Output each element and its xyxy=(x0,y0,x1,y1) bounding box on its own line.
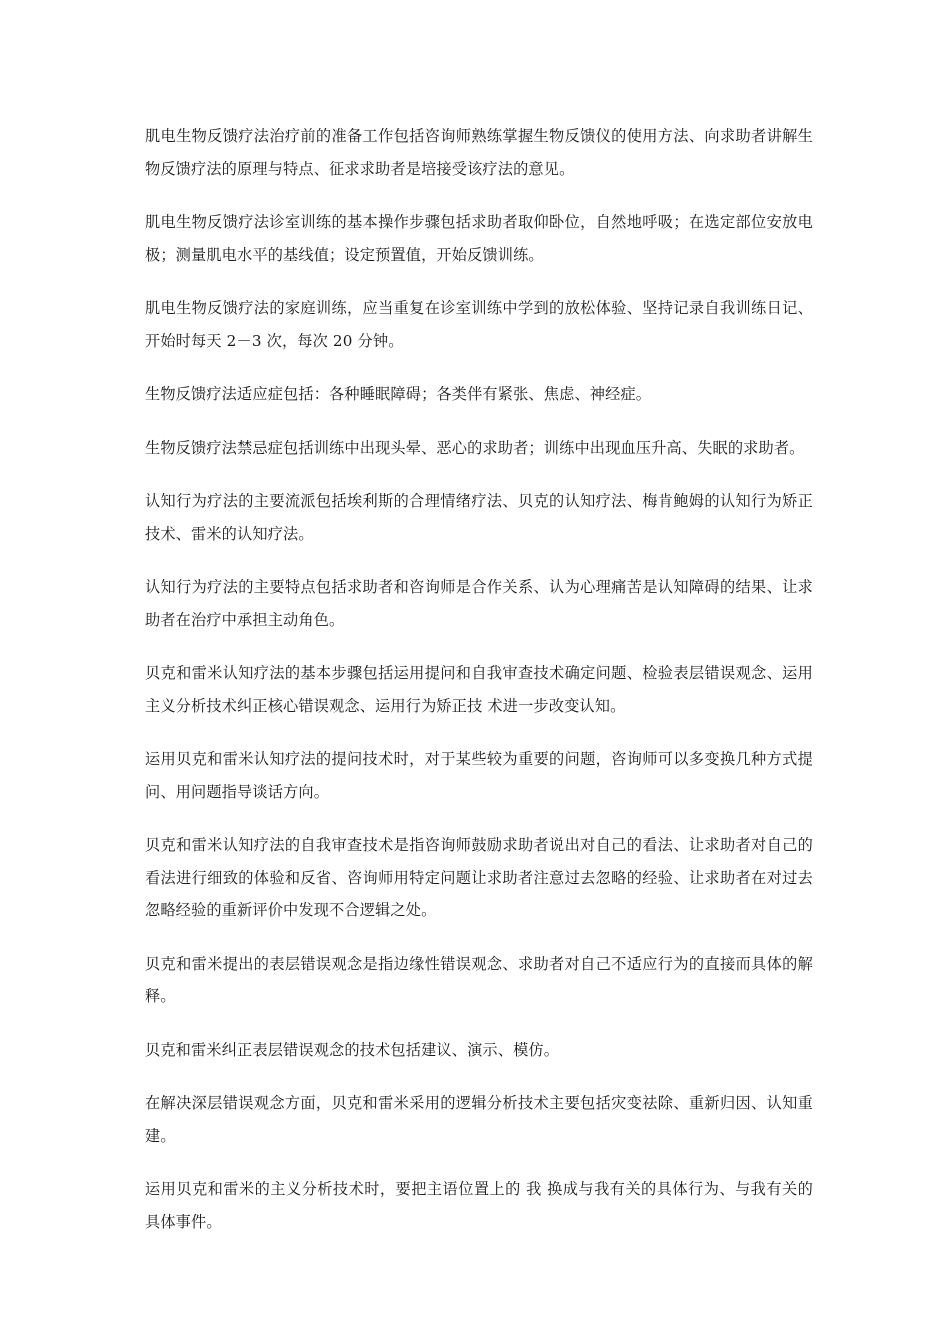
paragraph-contraindications: 生物反馈疗法禁忌症包括训练中出现头晕、恶心的求助者；训练中出现血压升高、失眠的求助者。 xyxy=(145,438,805,457)
paragraph-subject-analysis: 运用贝克和雷米的主义分析技术时，要把主语位置上的 我 换成与我有关的具体行为、与我有关的具体事件。 xyxy=(145,1180,813,1231)
paragraph-clinic-training-steps: 肌电生物反馈疗法诊室训练的基本操作步骤包括求助者取仰卧位，自然地呼吸；在选定部位安放电极；测量肌电水平的基线值；设定预置值，开始反馈训练。 xyxy=(145,213,813,264)
paragraph-home-training: 肌电生物反馈疗法的家庭训练，应当重复在诊室训练中学到的放松体验、坚持记录自我训练日记、开始时每天 2－3 次，每次 20 分钟。 xyxy=(145,299,813,350)
paragraph-biofeedback-preparation: 肌电生物反馈疗法治疗前的准备工作包括咨询师熟练掌握生物反馈仪的使用方法、向求助者讲解生物反馈疗法的原理与特点、征求求助者是培接受该疗法的意见。 xyxy=(145,127,813,178)
paragraph-indications: 生物反馈疗法适应症包括：各种睡眠障碍；各类伴有紧张、焦虑、神经症。 xyxy=(145,385,652,403)
paragraph-questioning-technique: 运用贝克和雷米认知疗法的提问技术时，对于某些较为重要的问题，咨询师可以多变换几种方式提问、用问题指导谈话方向。 xyxy=(145,750,813,801)
paragraph-beck-raimy-steps: 贝克和雷米认知疗法的基本步骤包括运用提问和自我审查技术确定问题、检验表层错误观念、运用主义分析技术纠正核心错误观念、运用行为矫正技 术进一步改变认知。 xyxy=(145,664,813,715)
paragraph-self-examination: 贝克和雷米认知疗法的自我审查技术是指咨询师鼓励求助者说出对自己的看法、让求助者对自己的看法进行细致的体验和反省、咨询师用特定问题让求助者注意过去忽略的经验、让求助者在对过去忽略经验的重新评价中发现不合逻辑之处。 xyxy=(145,836,813,919)
document-body xyxy=(145,120,813,1259)
paragraph-deep-misconceptions: 在解决深层错误观念方面，贝克和雷米采用的逻辑分析技术主要包括灾变祛除、重新归因、认知重建。 xyxy=(145,1094,813,1145)
paragraph-cbt-schools: 认知行为疗法的主要流派包括埃利斯的合理情绪疗法、贝克的认知疗法、梅肯鲍姆的认知行为矫正技术、雷米的认知疗法。 xyxy=(145,492,813,543)
paragraph-cbt-features: 认知行为疗法的主要特点包括求助者和咨询师是合作关系、认为心理痛苦是认知障碍的结果、让求助者在治疗中承担主动角色。 xyxy=(145,578,813,629)
paragraph-surface-misconceptions: 贝克和雷米提出的表层错误观念是指边缘性错误观念、求助者对自己不适应行为的直接而具体的解释。 xyxy=(145,954,813,1005)
paragraph-correcting-surface: 贝克和雷米纠正表层错误观念的技术包括建议、演示、模仿。 xyxy=(145,1040,560,1059)
